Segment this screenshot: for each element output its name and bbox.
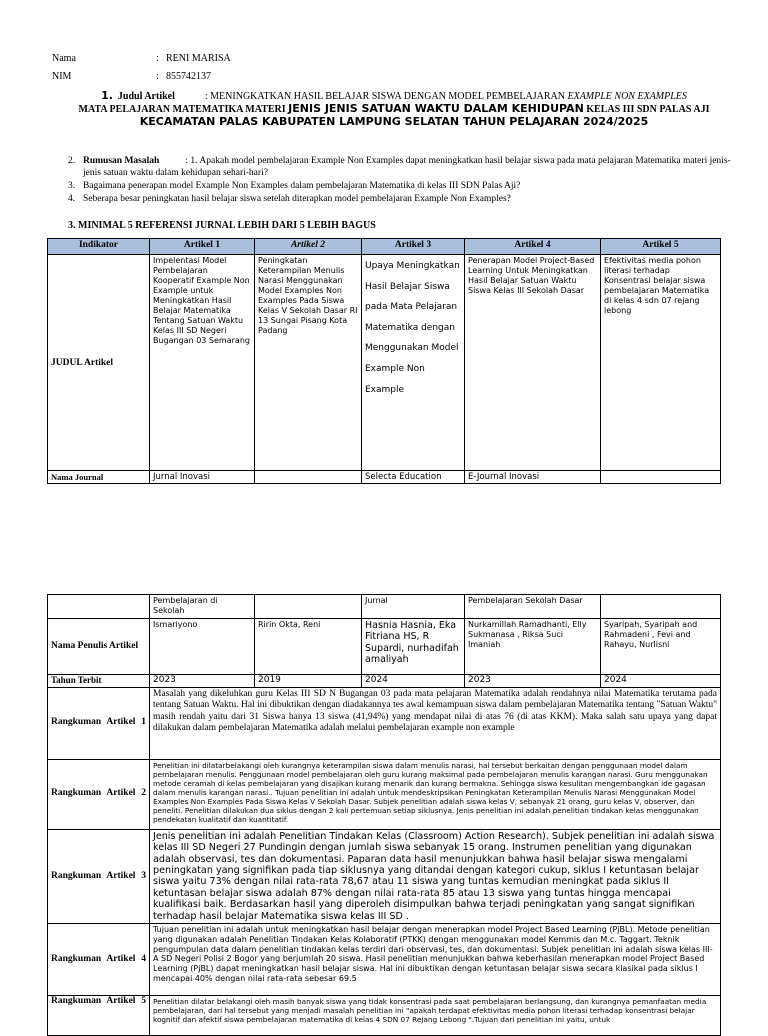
nama-penulis-label: Nama Penulis Artikel — [48, 619, 150, 675]
table-row-judul — [48, 255, 721, 471]
q2-label: Rumusan Masalah — [83, 156, 160, 166]
penulis-artikel-2: Ririn Okta, Reni — [255, 619, 362, 675]
tahun-artikel-3: 2024 — [362, 675, 465, 688]
journal-artikel-4: E-Journal Inovasi — [465, 471, 601, 484]
q3-text: Bagaimana penerapan model Example Non Examples dalam pembelajaran Matematika di kelas III SDN Palas Aji? — [83, 181, 521, 191]
q2-text: : 1. Apakah model pembelajaran Example Non Examples dapat meningkatkan hasil belajar siswa pada mata pelajaran Matematika materi jenis-jenis satuan waktu dalam kehidupan sehari-hari? — [83, 156, 731, 178]
penulis-artikel-4: Nurkamillah Ramadhanti, Elly Sukmanasa , Riksa Suci Imaniah — [465, 619, 601, 675]
q4-number: 4. — [68, 194, 76, 204]
referensi-table-top — [47, 238, 721, 484]
rangkuman-artikel-5: Penelitian dilatar belakangi oleh masih banyak siswa yang tidak konsentrasi pada saat pembelajaran berlangsung, dan kurangnya pemanfaatan media pembelajaran, dari hal tersebut yang menjadi masalah penelitian ini "apakah terdapat efektivitas media pohon literasi terhadap konsentrasi belajar kognitif dan afektif siswa pembelajaran matematika di kelas 4 SDN 07 Rejang Lebong ".Tujuan dari penelitian ini yaitu, untuk — [150, 996, 721, 1036]
header-indikator: Indikator — [48, 239, 150, 255]
rangkuman-artikel-4: Tujuan penelitian ini adalah untuk meningkatkan hasil belajar dengan menerapkan model Project Based Learning (PjBL). Metode penelitian yang digunakan adalah Penelitian Tindakan Kelas Kolaboratif (PTKK) dengan menggunakan model Kemmis dan M.c. Taggart. Teknik pengumpulan data dalam penelitian tindakan kelas terdiri dari observasi, tes, dan dokumentasi. Subjek penelitian ini adalah siswa kelas III-A SD Negeri Polisi 2 Bogor yang berjumlah 20 siswa. Hasil penelitian menunjukkan bahwa keberhasilan menerapkan model Project Based Learning (PjBL) dapat meningkatkan hasil belajar siswa. Hal ini dibuktikan dengan ketuntasan belajar siswa secara klasikal pada siklus I mencapai 40% dengan nilai rata-rata sebesar 69.5 — [150, 924, 721, 996]
nim-value: 855742137 — [166, 71, 211, 82]
header-artikel-1: Artikel 1 — [150, 239, 255, 255]
table-row-penulis — [48, 619, 721, 675]
header-artikel-5: Artikel 5 — [601, 239, 721, 255]
header-artikel-2: Artikel 2 — [255, 239, 362, 255]
nim-colon: : — [156, 71, 159, 82]
judul-text-a: : MENINGKATKAN HASIL BELAJAR SISWA DENGAN MODEL PEMBELAJARAN — [204, 91, 568, 102]
judul-text-b: EXAMPLE NON EXAMPLES — [567, 91, 687, 102]
judul-artikel-3: Upaya Meningkatkan Hasil Belajar Siswa pada Mata Pelajaran Matematika dengan Menggunakan Model Example Non Example — [362, 255, 465, 471]
question-3-item — [52, 181, 732, 193]
journal-cont-4: Pembelajaran Sekolah Dasar — [465, 595, 601, 619]
nama-label: Nama — [52, 53, 76, 64]
table-row-rangkuman-4 — [48, 924, 721, 996]
judul-text-d: JENIS JENIS SATUAN WAKTU DALAM KEHIDUPAN — [288, 102, 584, 115]
tahun-artikel-5: 2024 — [601, 675, 721, 688]
nama-row — [52, 53, 231, 64]
judul-artikel-block — [60, 90, 728, 129]
judul-label: Judul Artikel — [117, 91, 175, 102]
judul-artikel-1: Impelentasi Model Pembelajaran Kooperatif Example Non Example untuk Meningkatkan Hasil Belajar Matematika Tentang Satuan Waktu Kelas III SD Negeri Bugangan 03 Semarang — [150, 255, 255, 471]
judul-number: 1. — [101, 89, 113, 102]
judul-text-e: KELAS III SDN PALAS AJI — [583, 104, 710, 115]
rangkuman-label-5: Rangkuman Artikel 5 — [48, 996, 150, 1036]
tahun-artikel-4: 2023 — [465, 675, 601, 688]
penulis-artikel-3: Hasnia Hasnia, Eka Fitriana HS, R Supardi, nurhadifah amaliyah — [362, 619, 465, 675]
rangkuman-artikel-1: Masalah yang dikeluhkan guru Kelas III SD N Bugangan 03 pada mata pelajaran Matematika adalah rendahnya nilai Matematika terutama pada tentang Satuan Waktu. Hal ini dibuktikan dengan diadakannya tes awal kemampuan siswa dalam pembelajaran Matematika tentang "Satuan Waktu" masih rendah yaitu dari 31 Siswa hanya 13 siswa (41,94%) yang mendapat nilai di atas 76 (di atas KKM). Maka salah satu upaya yang dapat dilakukan dalam pembelajaran Matematika adalah melalui pembelajaran example non example — [150, 687, 721, 759]
rangkuman-artikel-2: Penelitian ini dilatarbelakangi oleh kurangnya keterampilan siswa dalam menulis narasi, hal tersebut berkaitan dengan penggunaan model dalam pembelajaran menulis. Penggunaan model pembelajaran oleh guru kurang maksimal pada pembelajaran menulis karangan narasi. Guru menggunakan metode ceramah di kelas pembelajaran yang disajikan kurang menarik dan kurang bermakna. Sehingga siswa kesulitan mengembangkan ide gagasan dalam menulis karangan narasi.. Tujuan penelitian ini adalah untuk mendeskripsikan Peningkatan Keterampilan Menulis Narasi Menggunakan Model Examples Non Examples Pada Siswa Kelas V Sekolah Dasar. Subjek penelitian adalah siswa kelas V, sebanyak 21 orang, guru kelas V, observer, dan peneliti. Penelitian dilakukan dua siklus dengan 2 kali pertemuan setiap siklusnya. Jenis penelitian ini adalah penelitian tindakan kelas menggunakan pendekatan kualitatif dan kuantitatif. — [150, 759, 721, 829]
q4-text: Seberapa besar peningkatan hasil belajar siswa setelah diterapkan model pembelajaran Example Non Examples? — [83, 194, 511, 204]
journal-artikel-2 — [255, 471, 362, 484]
rumusan-masalah-item — [52, 156, 732, 179]
judul-artikel-4: Penerapan Model Project-Based Learning Untuk Meningkatkan Hasil Belajar Satuan Waktu Siswa Kelas III Sekolah Dasar — [465, 255, 601, 471]
journal-artikel-1: Jurnal Inovasi — [150, 471, 255, 484]
rangkuman-label-4: Rangkuman Artikel 4 — [48, 924, 150, 996]
table-row-tahun — [48, 675, 721, 688]
header-artikel-4: Artikel 4 — [465, 239, 601, 255]
header-artikel-3: Artikel 3 — [362, 239, 465, 255]
journal-cont-3: Jurnal — [362, 595, 465, 619]
journal-artikel-5 — [601, 471, 721, 484]
judul-artikel-2: Peningkatan Keterampilan Menulis Narasi Menggunakan Model Examples Non Examples Pada Siswa Kelas V Sekolah Dasar RI 13 Sungai Pisang Kota Padang — [255, 255, 362, 471]
journal-cont-5 — [601, 595, 721, 619]
section-3-heading: 3. MINIMAL 5 REFERENSI JURNAL LEBIH DARI 5 LEBIH BAGUS — [68, 220, 376, 231]
table-row-rangkuman-3 — [48, 829, 721, 923]
tahun-artikel-1: 2023 — [150, 675, 255, 688]
judul-text-c: MATA PELAJARAN MATEMATIKA MATERI — [78, 104, 289, 115]
rangkuman-artikel-3: Jenis penelitian ini adalah Penelitian Tindakan Kelas (Classroom) Action Research). Subjek penelitian ini adalah siswa kelas III SD Negeri 27 Pundingin dengan jumlah siswa sebanyak 15 orang. Instrumen penelitian yang digunakan adalah observasi, tes dan dokumentasi. Paparan data hasil menunjukkan bahwa hasil belajar siswa mengalami peningkatan yang signifikan pada tiap siklusnya yang ditandai dengan kategori cukup, siklus I ketuntasan belajar siswa yaitu 73% dengan nilai rata-rata 78,67 atau 11 siswa yang tuntas kemudian meningkat pada siklus II ketuntasan belajar siswa adalah 87% dengan nilai rata-rata 85 atau 13 siswa yang tuntas hingga mencapai kualifikasi baik. Berdasarkan hasil yang diperoleh disimpulkan bahwa terjadi peningkatan yang sangat signifikan terhadap hasil belajar Matematika siswa kelas III SD . — [150, 829, 721, 923]
journal-cont-1: Pembelajaran di Sekolah — [150, 595, 255, 619]
table-row-rangkuman-2 — [48, 759, 721, 829]
table-row-rangkuman-1 — [48, 687, 721, 759]
journal-artikel-3: Selecta Education — [362, 471, 465, 484]
nama-journal-label: Nama Journal — [48, 471, 150, 484]
judul-artikel-5: Efektivitas media pohon literasi terhadap Konsentrasi belajar siswa pembelajaran Matematika di kelas 4 sdn 07 rejang lebong — [601, 255, 721, 471]
nama-value: RENI MARISA — [166, 53, 231, 64]
table-row-rangkuman-5 — [48, 996, 721, 1036]
journal-cont-label — [48, 595, 150, 619]
penulis-artikel-5: Syaripah, Syaripah and Rahmadeni , Fevi and Rahayu, Nurlisni — [601, 619, 721, 675]
tahun-artikel-2: 2019 — [255, 675, 362, 688]
q3-number: 3. — [68, 181, 76, 191]
rangkuman-label-2: Rangkuman Artikel 2 — [48, 759, 150, 829]
question-4-item — [52, 194, 732, 206]
journal-cont-2 — [255, 595, 362, 619]
table-row-journal-cont — [48, 595, 721, 619]
referensi-table-bottom — [47, 594, 721, 1036]
nim-label: NIM — [52, 71, 72, 82]
penulis-artikel-1: Ismariyono — [150, 619, 255, 675]
tahun-terbit-label: Tahun Terbit — [48, 675, 150, 688]
nama-colon: : — [156, 53, 159, 64]
q2-number: 2. — [68, 156, 76, 166]
judul-text-f: KECAMATAN PALAS KABUPATEN LAMPUNG SELATAN TAHUN PELAJARAN 2024/2025 — [139, 115, 649, 128]
table-header-row — [48, 239, 721, 255]
table-row-journal — [48, 471, 721, 484]
judul-artikel-label: JUDUL Artikel — [48, 255, 150, 471]
rangkuman-label-3: Rangkuman Artikel 3 — [48, 829, 150, 923]
rangkuman-label-1: Rangkuman Artikel 1 — [48, 687, 150, 759]
nim-row — [52, 71, 211, 82]
